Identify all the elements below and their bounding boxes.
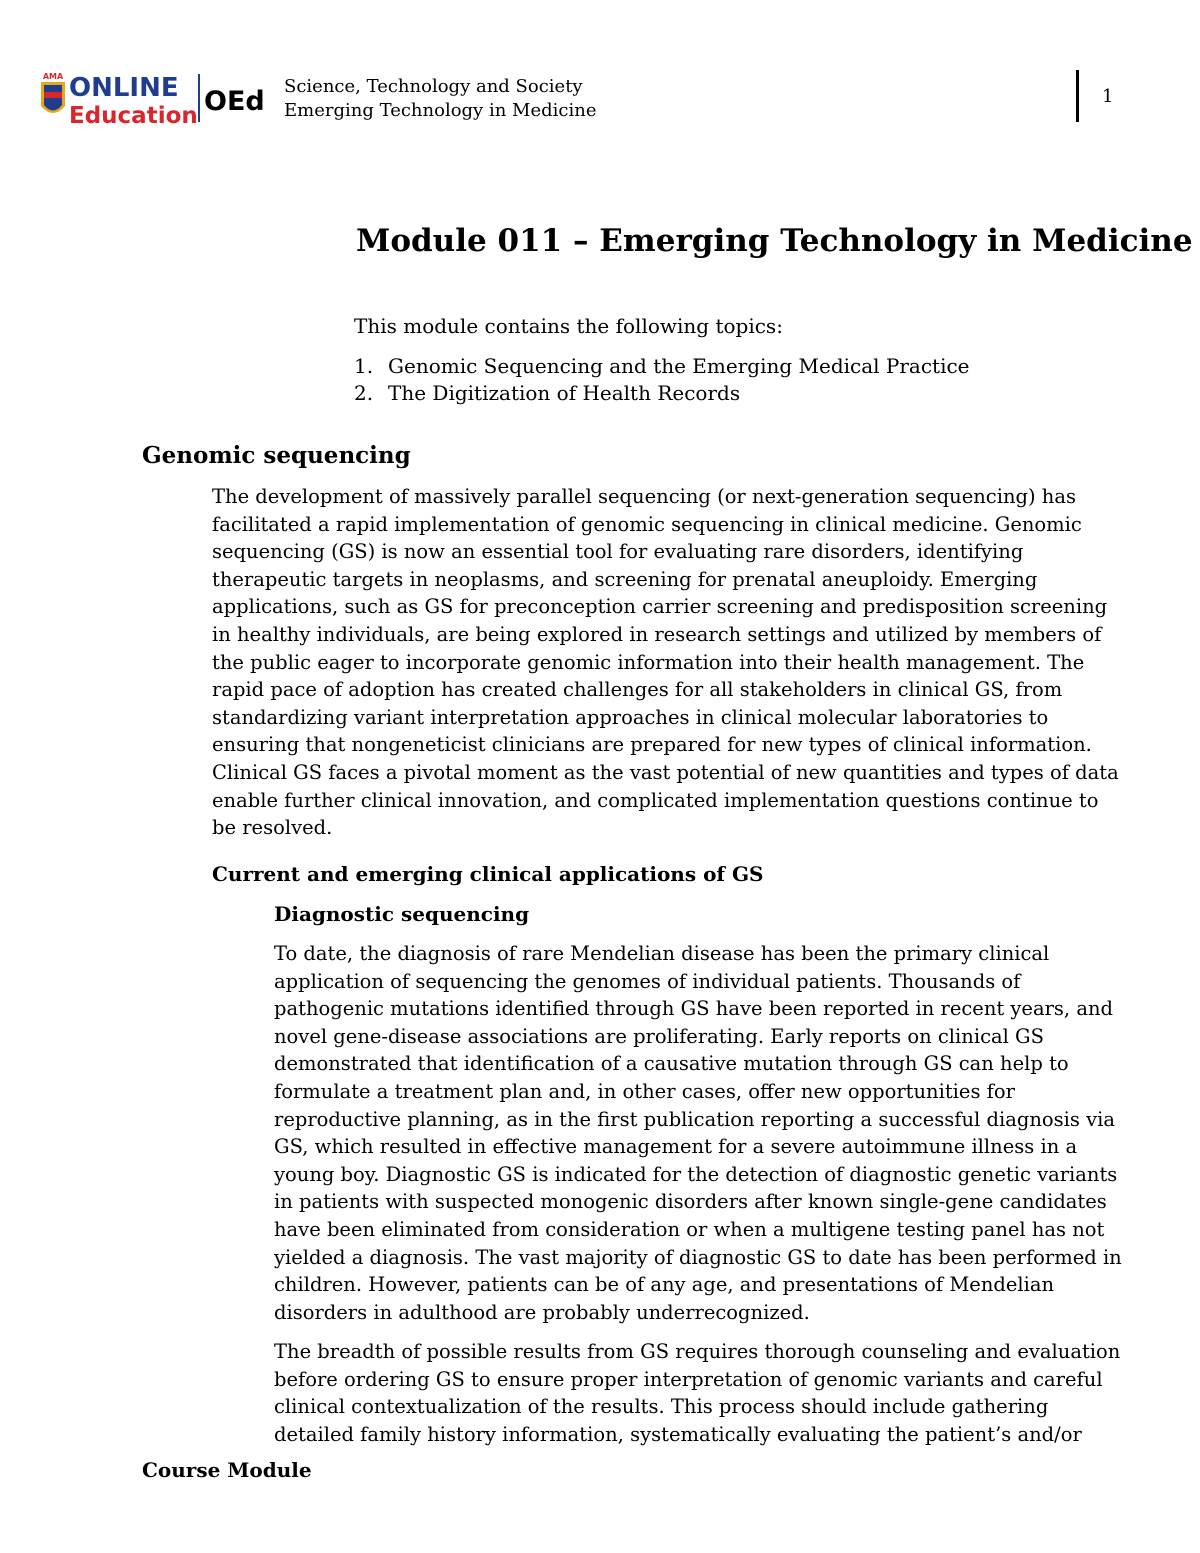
text-line: therapeutic targets in neoplasms, and screening for prenatal aneuploidy. Emerging [212,567,1038,591]
list-item [354,353,970,380]
header-divider [1076,70,1079,122]
text-line: be resolved. [212,816,333,840]
text-line: disorders in adulthood are probably underrecognized. [274,1300,810,1324]
text-line: children. However, patients can be of any age, and presentations of Mendelian [274,1273,1055,1297]
page-number: 1 [1102,86,1114,107]
text-line: ensuring that nongeneticist clinicians are prepared for new types of clinical information. [212,733,1092,757]
topic-number: 2. [354,381,374,405]
course-title: Science, Technology and Society [284,76,583,97]
module-intro [354,313,970,407]
topic-list [354,353,970,407]
text-line: yielded a diagnosis. The vast majority of diagnostic GS to date has been performed in [274,1245,1122,1269]
text-line: To date, the diagnosis of rare Mendelian disease has been the primary clinical [274,942,1050,965]
text-line: enable further clinical innovation, and complicated implementation questions continue to [212,788,1099,812]
text-line: novel gene-disease associations are proliferating. Early reports on clinical GS [274,1024,1044,1048]
list-item [354,380,970,407]
text-line: in healthy individuals, are being explored in research settings and utilized by members of [212,622,1102,646]
paragraph-diagnostic [274,940,1122,1326]
topic-number: 1. [354,354,374,378]
svg-text:Education: Education [69,103,198,126]
text-line: standardizing variant interpretation approaches in clinical molecular laboratories to [212,705,1049,729]
subheading-diagnostic-sequencing: Diagnostic sequencing [274,902,530,926]
svg-text:AMA: AMA [42,72,64,81]
paragraph-counseling [274,1338,1120,1448]
text-line: Clinical GS faces a pivotal moment as the vast potential of new quantities and types of data [212,760,1119,784]
text-line: in patients with suspected monogenic disorders after known single-gene candidates [274,1190,1107,1214]
subheading-clinical-applications: Current and emerging clinical applications of GS [212,862,764,886]
module-subtitle: Emerging Technology in Medicine [284,100,597,121]
topic-text: Genomic Sequencing and the Emerging Medical Practice [388,354,970,378]
ama-seal-icon [41,72,65,113]
text-line: rapid pace of adoption has created challenges for all stakeholders in clinical GS, from [212,678,1063,702]
intro-lead: This module contains the following topics: [354,314,783,338]
online-education-logo [38,70,270,126]
topic-text: The Digitization of Health Records [388,381,741,405]
text-line: facilitated a rapid implementation of genomic sequencing in clinical medicine. Genomic [212,512,1082,536]
section-heading: Genomic sequencing [142,442,411,469]
text-line: application of sequencing the genomes of individual patients. Thousands of [274,969,1021,993]
footer-label: Course Module [142,1458,312,1482]
text-line: clinical contextualization of the results. This process should include gathering [274,1395,1049,1419]
text-line: before ordering GS to ensure proper interpretation of genomic variants and careful [274,1367,1103,1391]
text-line: pathogenic mutations identified through GS have been reported in recent years, and [274,997,1113,1021]
text-line: have been eliminated from consideration or when a multigene testing panel has not [274,1217,1105,1241]
text-line: applications, such as GS for preconception carrier screening and predisposition screening [212,595,1108,619]
header-course-info [284,75,596,123]
text-line: demonstrated that identification of a causative mutation through GS can help to [274,1052,1069,1076]
text-line: The development of massively parallel sequencing (or next-generation sequencing) has [212,485,1076,508]
text-line: detailed family history information, systematically evaluating the patient’s and/or [274,1422,1082,1446]
module-title: Module 011 – Emerging Technology in Medicine [356,223,1193,259]
paragraph-genomic-intro [212,483,1119,842]
page-header [38,68,1162,128]
text-line: reproductive planning, as in the first publication reporting a successful diagnosis via [274,1107,1115,1131]
text-line: The breadth of possible results from GS requires thorough counseling and evaluation [274,1340,1121,1363]
text-line: sequencing (GS) is now an essential tool for evaluating rare disorders, identifying [212,540,1024,564]
text-line: the public eager to incorporate genomic information into their health management. The [212,650,1085,674]
text-line: formulate a treatment plan and, in other cases, offer new opportunities for [274,1079,1015,1103]
text-line: young boy. Diagnostic GS is indicated for the detection of diagnostic genetic variants [274,1162,1118,1186]
svg-text:ONLINE: ONLINE [69,73,179,103]
svg-text:OEd: OEd [204,86,265,117]
text-line: GS, which resulted in effective management for a severe autoimmune illness in a [274,1135,1078,1159]
